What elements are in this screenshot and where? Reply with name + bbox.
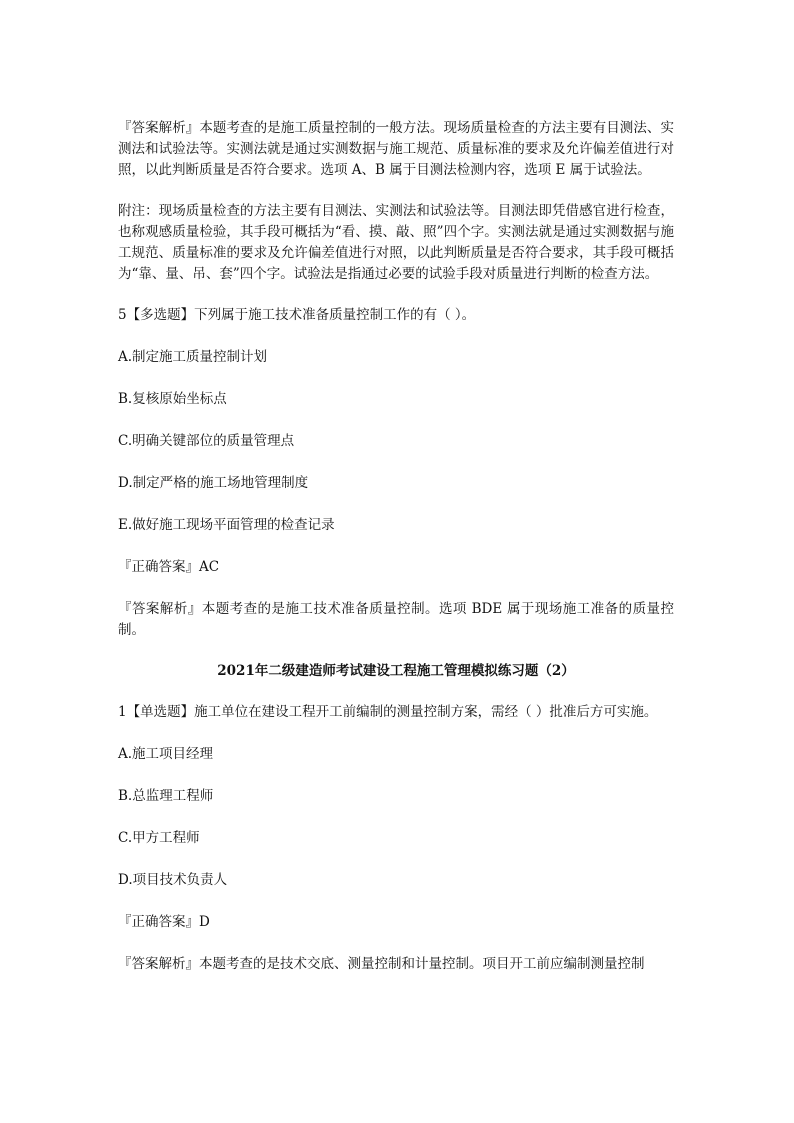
q1-correct-answer: 『正确答案』D [118,914,210,930]
document-page [118,118,674,996]
q1-answer-analysis: 『答案解析』本题考查的是技术交底、测量控制和计量控制。项目开工前应编制测量控制 [118,956,645,972]
q5-option-b: B.复核原始坐标点 [118,391,227,407]
q5-correct-answer: 『正确答案』AC [118,559,220,575]
question-1-stem: 1【单选题】施工单位在建设工程开工前编制的测量控制方案，需经（ ）批准后方可实施。 [118,704,658,720]
q1-option-a: A.施工项目经理 [118,746,214,762]
q5-option-a: A.制定施工质量控制计划 [118,349,268,365]
q5-option-d: D.制定严格的施工场地管理制度 [118,475,309,491]
question-5-stem: 5【多选题】下列属于施工技术准备质量控制工作的有（ ）。 [118,307,476,323]
section-title: 2021年二级建造师考试建设工程施工管理模拟练习题（2） [217,663,575,679]
q5-option-e: E.做好施工现场平面管理的检查记录 [118,517,335,533]
answer-analysis-q4: 『答案解析』本题考查的是施工质量控制的一般方法。现场质量检查的方法主要有目测法、实测法和试验法等。实测法就是通过实测数据与施工规范、质量标准的要求及允许偏差值进行对照，以此判断质量是否符合要求。选项 A、B 属于目测法检测内容，选项 E 属于试验法。 [118,120,674,178]
q5-option-c: C.明确关键部位的质量管理点 [118,433,295,449]
q5-answer-analysis: 『答案解析』本题考查的是施工技术准备质量控制。选项 BDE 属于现场施工准备的质量控制。 [118,601,674,638]
q1-option-b: B.总监理工程师 [118,788,214,804]
q1-option-c: C.甲方工程师 [118,830,200,846]
appendix-note: 附注：现场质量检查的方法主要有目测法、实测法和试验法等。目测法即凭借感官进行检查，也称观感质量检验，其手段可概括为“看、摸、敲、照”四个字。实测法就是通过实测数据与施工规范、质量标准的要求及允许偏差值进行对照，以此判断质量是否符合要求，其手段可概括为“靠、量、吊、套”四个字。试验法是指通过必要的试验手段对质量进行判断的检查方法。 [118,203,674,282]
q1-option-d: D.项目技术负责人 [118,872,228,888]
